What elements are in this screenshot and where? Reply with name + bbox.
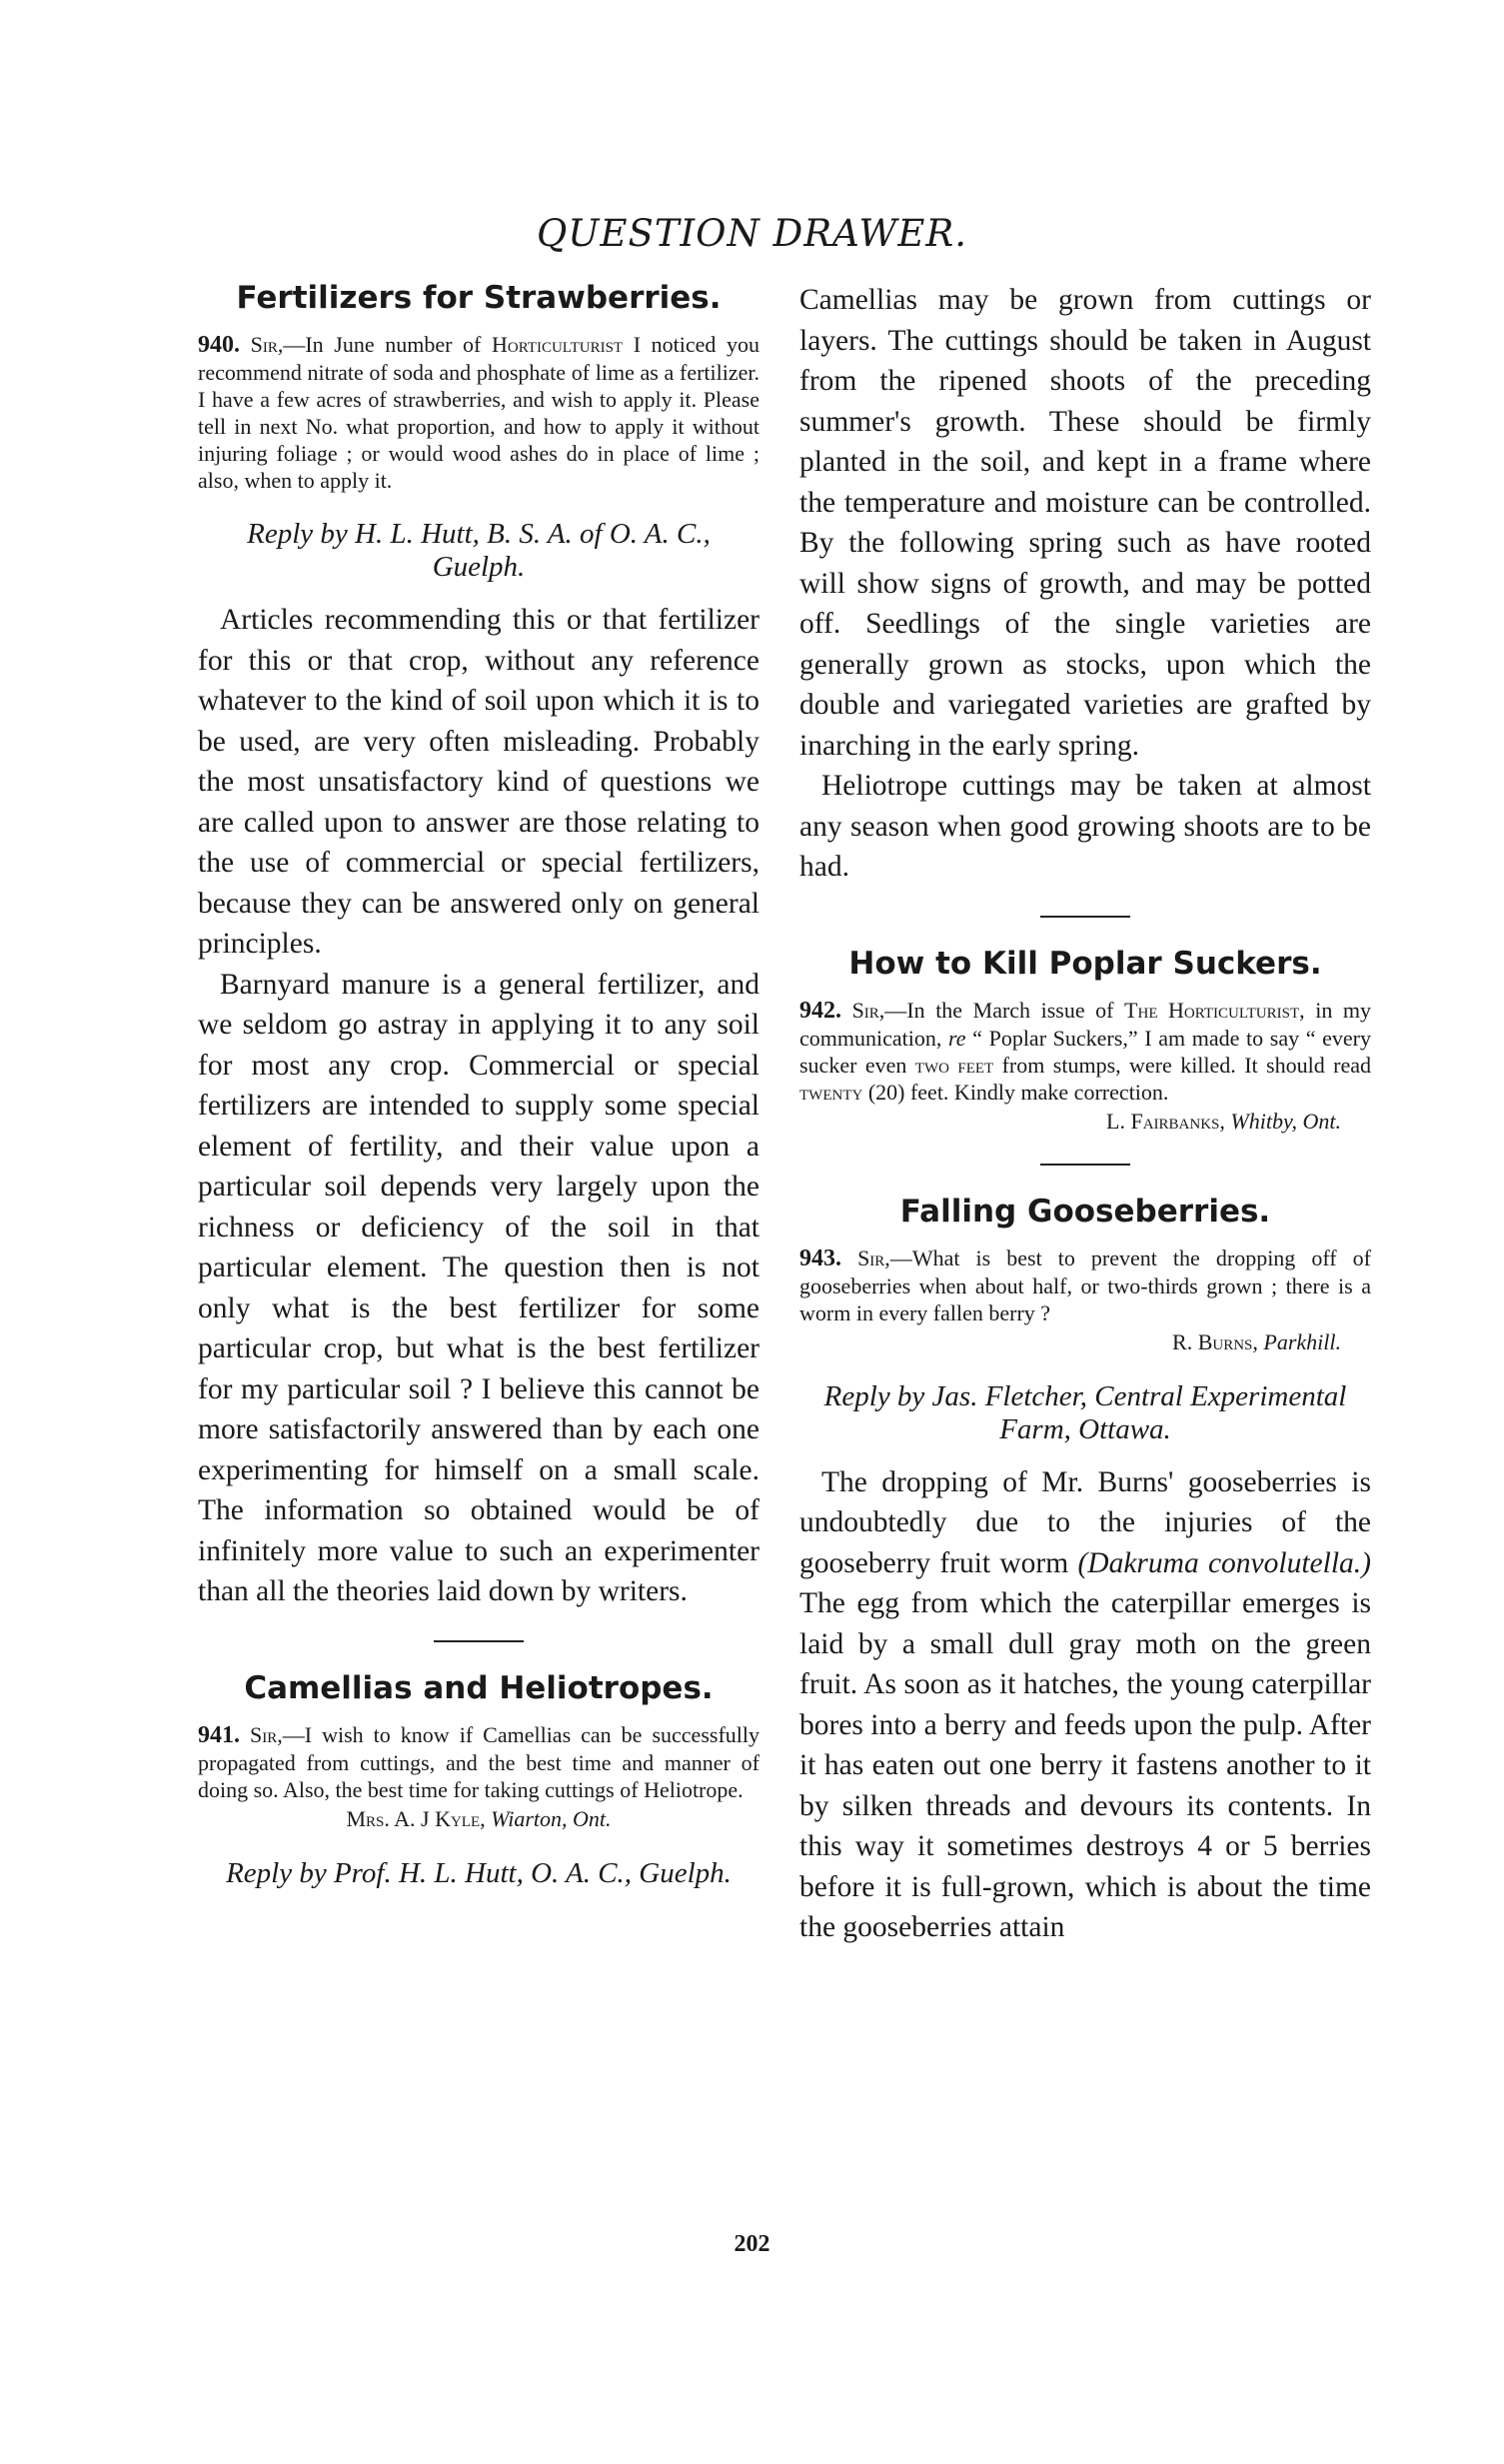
heading-gooseberries: Falling Gooseberries. bbox=[899, 1193, 1271, 1230]
answer-paragraph-943-1: The dropping of Mr. Burns' gooseberries is undoubtedly due to the injuries of the gooseberry fruit worm (Dakruma convolutella.) The egg from which the caterpillar emerges is laid by a small dull gray moth on the green fruit. As soon as it hatches, the young caterpillar bores into a berry and feeds upon the pulp. After it has eaten out one berry it fastens another to it by silken threads and devours its contents. In this way it sometimes destroys 4 or 5 berries before it is full-grown, which is about the time the gooseberries attain bbox=[799, 1465, 1371, 1944]
species-name: (Dakruma convolutella.) bbox=[1077, 1546, 1371, 1579]
answer-paragraph-941-1: Camellias may be grown from cuttings or layers. The cuttings should be taken in August from the ripened shoots of the preceding summer's growth. These should be firmly planted in the soil, and kept in a frame where the temperature and moisture can be controlled. By the following spring such as have rooted will show signs of growth, and may be potted off. Seedlings of the single varieties are generally grown as stocks, upon which the double and variegated varieties are grafted by inarching in the early spring. bbox=[799, 284, 1371, 762]
page-number: 202 bbox=[734, 2231, 770, 2257]
right-column bbox=[799, 280, 1371, 1948]
section-divider bbox=[434, 1640, 524, 1642]
query-number: 941. bbox=[198, 1721, 240, 1748]
query-number: 942. bbox=[799, 997, 841, 1024]
section-divider bbox=[1040, 916, 1130, 918]
query-941: 941. Sir,—I wish to know if Camellias can be successfully propagated from cuttings, and the best time and manner of doing so. Also, the best time for taking cuttings of Heliotrope. bbox=[198, 1721, 759, 1802]
heading-poplar-suckers: How to Kill Poplar Suckers. bbox=[848, 945, 1322, 982]
signature-941: Mrs. A. J Kyle, Wiarton, Ont. bbox=[346, 1805, 612, 1831]
signature-943: R. Burns, Parkhill. bbox=[1172, 1328, 1341, 1354]
query-940: 940. Sir,—In June number of Horticulturist I noticed you recommend nitrate of soda and phosphate of lime as a fertilizer. I have a few acres of strawberries, and wish to apply it. Please tell in next No. what proportion, and how to apply it without injuring foliage ; or would wood ashes do in place of lime ; also, when to apply it. bbox=[198, 332, 759, 494]
answer-paragraph-940-2: Barnyard manure is a general fertilizer, and we seldom go astray in applying it to any soil for most any crop. Commercial or special fertilizers are intended to supply some special element of fertility, and their value upon a particular soil depends very largely upon the richness or deficiency of the soil in that particular element. The question then is not only what is the best fertilizer for some particular crop, but what is the best fertilizer for my particular soil ? I believe this cannot be more satisfactorily answered than by each one experimenting for himself on a small scale. The information so obtained would be of infinitely more value to such an experimenter than all the theories laid down by writers. bbox=[198, 968, 759, 1608]
query-942: 942. Sir,—In the March issue of The Horticulturist, in my communication, re “ Poplar Suckers,” I am made to say “ every sucker even two feet from stumps, were killed. It should read twenty (20) feet. Kindly make correction. bbox=[799, 997, 1372, 1105]
query-number: 940. bbox=[198, 332, 240, 359]
signature-942: L. Fairbanks, Whitby, Ont. bbox=[1106, 1108, 1341, 1134]
reply-byline-941: Reply by Prof. H. L. Hutt, O. A. C., Guelph. bbox=[226, 1856, 732, 1889]
heading-fertilizers: Fertilizers for Strawberries. bbox=[236, 280, 722, 316]
answer-paragraph-941-2: Heliotrope cuttings may be taken at almost any season when good growing shoots are to be had. bbox=[799, 770, 1371, 883]
query-943: 943. Sir,—What is best to prevent the dropping off of gooseberries when about half, or two-thirds grown ; there is a worm in every fallen berry ? bbox=[799, 1244, 1372, 1325]
left-column bbox=[198, 280, 759, 1906]
reply-byline-940: Reply by H. L. Hutt, B. S. A. of O. A. C., Guelph. bbox=[247, 518, 711, 584]
query-number: 943. bbox=[799, 1244, 841, 1271]
reply-byline-943: Reply by Jas. Fletcher, Central Experimental Farm, Ottawa. bbox=[823, 1379, 1347, 1445]
heading-camellias: Camellias and Heliotropes. bbox=[244, 1669, 714, 1706]
running-head: QUESTION DRAWER. bbox=[536, 212, 968, 255]
answer-paragraph-940-1: Articles recommending this or that fertilizer for this or that crop, without any reference whatever to the kind of soil upon which it is to be used, are very often misleading. Probably the most unsatisfactory kind of questions we are called upon to answer are those relating to the use of commercial or special fertilizers, because they can be answered only on general principles. bbox=[198, 604, 759, 961]
section-divider bbox=[1040, 1164, 1130, 1166]
